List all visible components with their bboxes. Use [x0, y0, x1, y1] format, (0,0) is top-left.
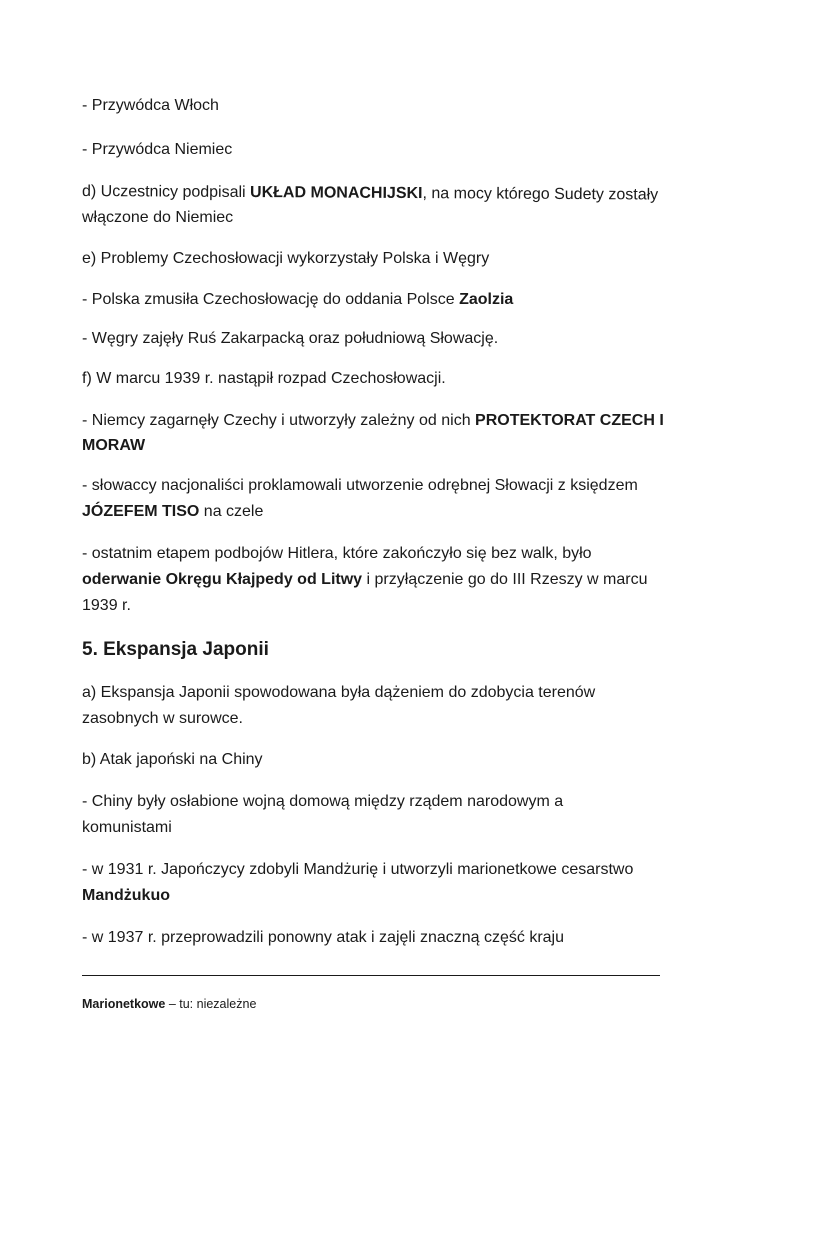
text-line-resources: [82, 707, 243, 731]
footnote-term: Marionetkowe: [82, 997, 166, 1011]
line-text: - słowaccy nacjonaliści proklamowali utworzenie odrębnej Słowacji z księdzem: [82, 477, 638, 494]
line-text: zasobnych w surowce.: [82, 710, 243, 727]
footnote: [82, 996, 256, 1012]
text-line-protectorate: [82, 409, 664, 433]
line-text: b) Atak japoński na Chiny: [82, 751, 263, 768]
bold-term-moravia: MORAW: [82, 437, 146, 454]
line-text: - ostatnim etapem podbojów Hitlera, które zakończyło się bez walk, było: [82, 545, 592, 562]
text-line-leader-italy: [82, 94, 219, 118]
line-text: f) W marcu 1939 r. nastąpił rozpad Czechosłowacji.: [82, 370, 446, 387]
footnote-divider: [82, 975, 660, 976]
line-text: komunistami: [82, 819, 172, 836]
line-text: d) Uczestnicy podpisali: [81, 183, 251, 202]
line-text: - Przywódca Niemiec: [82, 141, 233, 158]
text-line-japan-expansion: [82, 681, 595, 705]
line-text: - Przywódca Włoch: [82, 97, 219, 114]
text-line-1939: [82, 594, 131, 618]
text-line-breakup: [82, 367, 446, 391]
line-text: włączone do Niemiec: [82, 209, 234, 226]
text-line-munich-agreement: [82, 180, 658, 208]
text-line-manchukuo: [82, 884, 170, 908]
text-line-hungary: [82, 327, 498, 351]
text-line-tiso: [82, 500, 263, 524]
line-text: - Niemcy zagarnęły Czechy i utworzyły zależny od nich: [82, 412, 476, 429]
text-line-attack-china: [82, 748, 263, 772]
bold-term-manchukuo: Mandżukuo: [82, 887, 170, 904]
text-line-manchuria: [82, 858, 633, 882]
text-line-last-stage: [82, 542, 592, 566]
bold-term-klaipeda: oderwanie Okręgu Kłajpedy od Litwy: [82, 571, 363, 588]
line-text: , na mocy którego Sudety zostały: [422, 185, 659, 204]
footnote-definition: – tu: niezależne: [165, 997, 257, 1011]
text-line-klaipeda: [82, 568, 648, 592]
bold-term-munich-agreement: UKŁAD MONACHIJSKI: [250, 184, 423, 203]
text-line-sudetes: [82, 206, 233, 230]
text-line-moravia: [82, 434, 145, 458]
line-text: - w 1931 r. Japończycy zdobyli Mandżurię i utworzyli marionetkowe cesarstwo: [82, 861, 634, 878]
line-text: 1939 r.: [82, 597, 131, 614]
line-text: i przyłączenie go do III Rzeszy w marcu: [362, 571, 648, 588]
line-text: a) Ekspansja Japonii spowodowana była dążeniem do zdobycia terenów: [82, 684, 596, 701]
line-text: - Węgry zajęły Ruś Zakarpacką oraz południową Słowację.: [82, 330, 499, 347]
line-text: na czele: [199, 503, 264, 520]
line-text: - Polska zmusiła Czechosłowację do oddania Polsce: [82, 291, 460, 308]
bold-term-tiso: JÓZEFEM TISO: [82, 503, 200, 520]
text-line-zaolzie: [82, 288, 513, 312]
bold-term-protectorate: PROTEKTORAT CZECH I: [475, 412, 664, 429]
section-heading: 5. Ekspansja Japonii: [82, 639, 269, 660]
text-line-slovak-nationalists: [82, 474, 638, 498]
bold-term-zaolzie: Zaolzia: [459, 291, 514, 308]
line-text: e) Problemy Czechosłowacji wykorzystały Polska i Węgry: [82, 250, 490, 267]
text-line-communists: [82, 816, 172, 840]
line-text: - Chiny były osłabione wojną domową między rządem narodowym a: [82, 793, 564, 810]
line-text: - w 1937 r. przeprowadzili ponowny atak i zajęli znaczną część kraju: [82, 929, 565, 946]
text-line-1937-attack: [82, 926, 564, 950]
text-line-poland-hungary: [82, 247, 489, 271]
text-line-china-weakened: [82, 790, 563, 814]
text-line-leader-germany: [82, 138, 232, 162]
